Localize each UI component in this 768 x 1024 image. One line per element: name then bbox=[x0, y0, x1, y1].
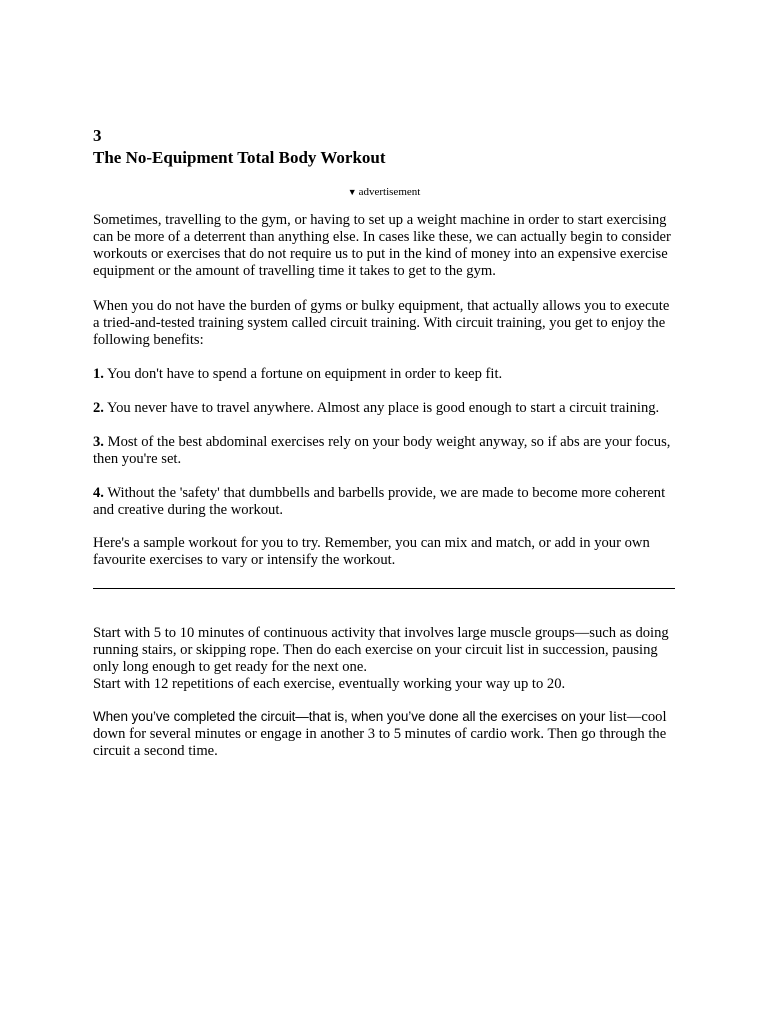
benefit-item bbox=[93, 366, 675, 383]
reps-paragraph: Start with 12 repetitions of each exercise, eventually working your way up to 20. bbox=[93, 676, 566, 692]
benefit-number: 2. bbox=[93, 400, 104, 416]
benefit-item bbox=[93, 434, 675, 468]
benefit-number: 1. bbox=[93, 366, 104, 382]
benefit-text: Without the 'safety' that dumbbells and barbells provide, we are made to become more coherent and creative during the workout. bbox=[93, 485, 666, 518]
advertisement-label: advertisement bbox=[358, 186, 421, 198]
benefit-item bbox=[93, 400, 675, 417]
intro-paragraph: Sometimes, travelling to the gym, or having to set up a weight machine in order to start exercising can be more of a deterrent than anything else. In cases like these, we can actually begin to consider workouts or exercises that do not require us to put in the kind of money into an expensive exercise equipment or the amount of travelling time it takes to get to the gym. bbox=[93, 212, 671, 279]
benefit-text: You don't have to spend a fortune on equipment in order to keep fit. bbox=[103, 366, 503, 382]
horizontal-divider bbox=[93, 588, 675, 589]
circuit-intro-paragraph: When you do not have the burden of gyms or bulky equipment, that actually allows you to execute a tried-and-tested training system called circuit training. With circuit training, you get to enjoy the following benefits: bbox=[93, 298, 670, 348]
advertisement-toggle[interactable] bbox=[93, 185, 675, 199]
benefit-item bbox=[93, 485, 675, 519]
chapter-number: 3 bbox=[93, 126, 102, 145]
cooldown-first-line: When you’ve completed the circuit—that is, when you’ve done all the exercises on your bbox=[93, 709, 606, 724]
warmup-paragraph: Start with 5 to 10 minutes of continuous activity that involves large muscle groups—such as doing running stairs, or skipping rope. Then do each exercise on your circuit list in succession, pausing only long enough to get ready for the next one. bbox=[93, 625, 669, 675]
benefit-text: Most of the best abdominal exercises rely on your body weight anyway, so if abs are your focus, then you're set. bbox=[93, 434, 671, 467]
cooldown-paragraph bbox=[93, 708, 675, 760]
document-page bbox=[93, 126, 675, 760]
chapter-title: The No-Equipment Total Body Workout bbox=[93, 148, 386, 167]
triangle-down-icon: ▼ bbox=[347, 187, 357, 197]
benefit-text: You never have to travel anywhere. Almost any place is good enough to start a circuit training. bbox=[103, 400, 660, 416]
benefit-number: 3. bbox=[93, 434, 104, 450]
cooldown-rest: list—cool down for several minutes or engage in another 3 to 5 minutes of cardio work. Then go through the circuit a second time. bbox=[93, 709, 667, 759]
sample-paragraph: Here's a sample workout for you to try. Remember, you can mix and match, or add in your own favourite exercises to vary or intensify the workout. bbox=[93, 535, 650, 568]
benefit-number: 4. bbox=[93, 485, 104, 501]
